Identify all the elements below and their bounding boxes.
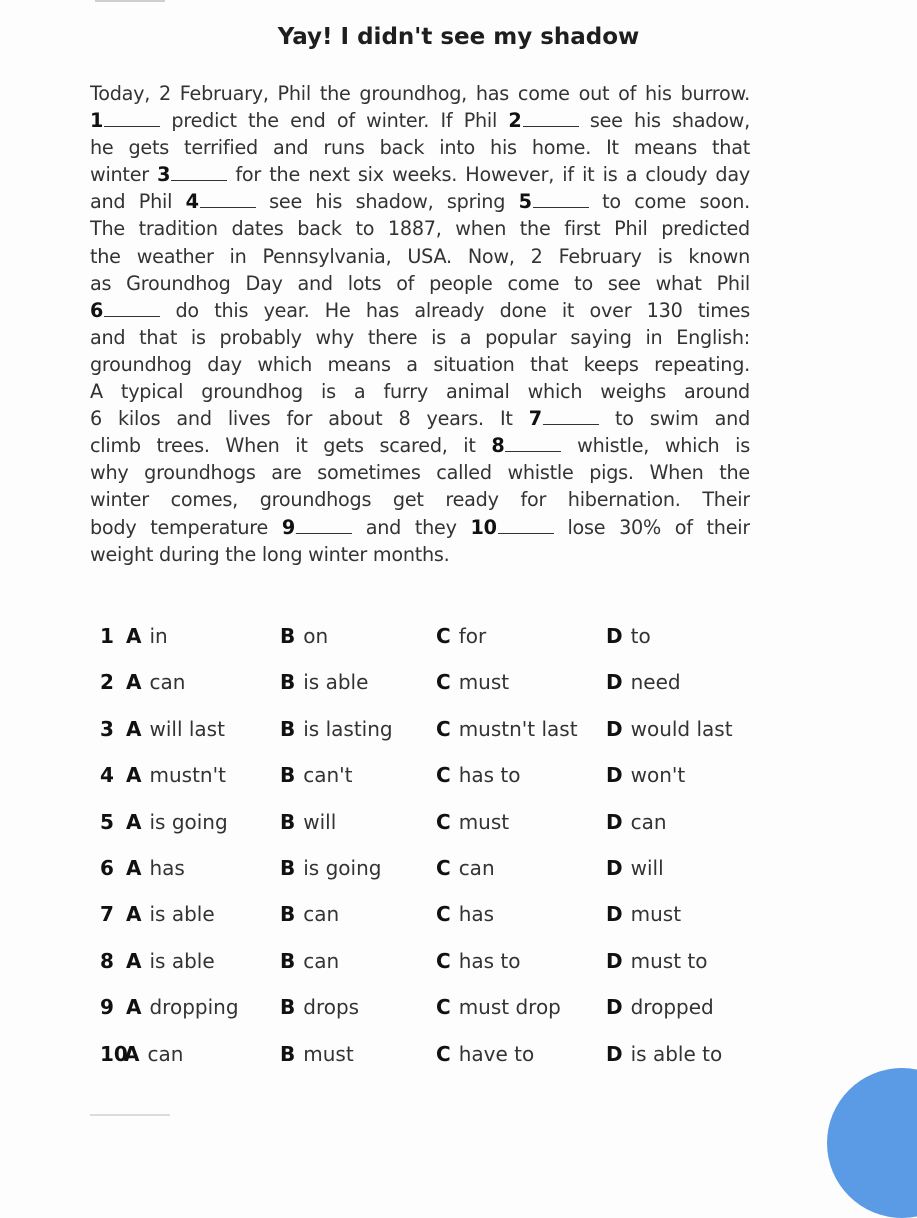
passage-text: winter comes, groundhogs get ready for hibernation. Their [90,488,750,512]
option-c[interactable] [436,856,495,880]
option-c[interactable] [436,902,494,926]
option-letter: B [280,902,296,927]
passage-text: 6 kilos and lives for about 8 years. It [90,407,529,431]
passage-text: groundhog day which means a situation that keeps repeating. [90,352,750,376]
passage-line [90,514,750,541]
option-text: mustn't [149,763,226,788]
option-letter: B [280,670,296,695]
option-row [100,995,800,1025]
option-row [100,763,800,793]
gap-number: 7 [528,407,542,431]
question-number: 1 [100,624,114,648]
option-c[interactable] [436,1042,534,1066]
passage-line [90,432,750,459]
option-b[interactable] [280,949,339,973]
option-text: must [303,1041,354,1066]
gap-number: 10 [470,515,497,539]
option-text: has [458,902,495,927]
option-letter: C [436,902,451,927]
passage [90,80,750,568]
option-a[interactable] [126,763,226,787]
option-d[interactable] [606,810,667,834]
option-c[interactable] [436,763,520,787]
question-number: 2 [100,670,114,695]
option-b[interactable] [280,624,328,648]
option-d[interactable] [606,717,733,741]
option-c[interactable] [436,717,578,741]
option-letter: D [606,948,623,973]
passage-line [90,270,750,297]
passage-line [90,351,750,378]
option-letter: D [606,995,623,1020]
question-number: 8 [100,948,114,973]
passage-text: see his shadow, [578,109,750,133]
option-a[interactable] [126,856,185,880]
option-c[interactable] [436,995,561,1019]
option-text: must [458,670,510,695]
passage-text: and Phil [90,190,186,214]
option-row [100,902,800,932]
gap-number: 3 [157,163,171,187]
option-text: has to [458,763,521,788]
option-text: must to [630,948,708,973]
passage-text: and they [351,515,471,539]
option-text: mustn't last [458,716,578,741]
option-text: won't [630,763,686,788]
option-c[interactable] [436,810,509,834]
option-a[interactable] [126,995,239,1019]
passage-line [90,215,750,242]
option-b[interactable] [280,763,353,787]
passage-text: as Groundhog Day and lots of people come to see what Phil [90,271,750,295]
question-number: 6 [100,856,114,880]
option-d[interactable] [606,624,651,648]
option-letter: C [436,763,451,788]
question-number: 9 [100,995,114,1020]
option-letter: C [436,716,451,741]
option-letter: C [436,948,451,973]
option-letter: B [280,1041,296,1066]
answer-blank[interactable] [104,301,160,317]
option-b[interactable] [280,995,359,1019]
option-letter: A [126,948,142,973]
option-a[interactable] [126,624,168,648]
option-letter: A [126,716,142,741]
top-divider [95,0,165,2]
passage-line [90,243,750,270]
option-row [100,624,800,654]
option-letter: C [436,809,451,834]
option-letter: C [436,1041,451,1066]
option-text: will [630,856,664,880]
option-b[interactable] [280,810,336,834]
question-number: 3 [100,716,114,741]
option-letter: B [280,809,296,834]
option-b[interactable] [280,670,368,694]
option-text: can't [303,763,353,788]
option-letter: A [124,1041,140,1066]
passage-line [90,541,750,568]
option-b[interactable] [280,717,393,741]
option-letter: A [126,624,142,648]
option-letter: D [606,763,623,788]
option-letter: A [126,809,142,834]
page-title: Yay! I didn't see my shadow [277,24,640,50]
option-row [100,717,800,747]
option-text: is going [149,809,228,834]
passage-text: see his shadow, spring [255,190,519,214]
passage-text: The tradition dates back to 1887, when the first Phil predicted [90,217,750,241]
option-text: will last [149,716,225,741]
option-d[interactable] [606,763,685,787]
option-c[interactable] [436,670,509,694]
option-text: have to [458,1041,535,1066]
passage-line [90,459,750,486]
option-letter: A [126,902,142,927]
option-text: must drop [458,995,561,1020]
option-b[interactable] [280,1042,354,1066]
option-row [100,949,800,979]
option-d[interactable] [606,856,664,880]
option-text: can [303,948,340,973]
answer-blank[interactable] [171,165,227,181]
passage-text: Today, 2 February, Phil the groundhog, has come out of his burrow. [90,82,750,105]
floating-action-button[interactable] [827,1068,917,1218]
option-a[interactable] [126,670,185,694]
option-a[interactable] [126,717,225,741]
passage-text: body temperature [90,515,282,539]
gap-number: 9 [281,515,295,539]
passage-text: predict the end of winter. If Phil [160,109,509,133]
option-row [100,1042,800,1072]
option-text: must [458,809,510,834]
option-a[interactable] [126,902,215,926]
option-a[interactable] [126,810,228,834]
option-text: has [149,856,185,880]
option-a[interactable] [124,1042,183,1066]
passage-line [90,324,750,351]
option-text: in [149,624,168,648]
answer-blank[interactable] [523,111,579,127]
option-a[interactable] [126,949,215,973]
passage-text: and that is probably why there is a popular saying in English: [90,325,750,349]
option-row [100,670,800,700]
option-letter: A [126,856,142,880]
passage-line [90,80,750,107]
gap-number: 1 [90,109,104,133]
option-letter: D [606,624,623,648]
option-letter: A [126,995,142,1020]
gap-number: 4 [185,190,199,214]
option-text: is able to [630,1041,723,1066]
option-text: for [458,624,487,648]
question-number: 10 [100,1041,128,1066]
option-text: would last [630,716,733,741]
option-text: need [630,670,681,695]
option-text: can [149,670,186,695]
answer-blank[interactable] [543,409,599,425]
option-text: to [630,624,651,648]
option-row [100,810,800,840]
option-letter: C [436,624,451,648]
option-c[interactable] [436,624,486,648]
answer-blank[interactable] [296,518,352,534]
answer-blank[interactable] [104,111,160,127]
option-row [100,856,800,886]
gap-number: 2 [508,109,522,133]
answer-blank[interactable] [498,518,554,534]
option-text: is going [303,856,382,880]
question-number: 5 [100,809,114,834]
option-text: can [147,1041,184,1066]
option-letter: C [436,995,451,1020]
option-letter: D [606,809,623,834]
passage-text: he gets terrified and runs back into his home. It means that [90,136,750,160]
option-letter: B [280,948,296,973]
passage-text: lose 30% of their [553,515,750,539]
option-d[interactable] [606,949,707,973]
option-letter: D [606,670,623,695]
option-text: drops [303,995,360,1020]
option-letter: C [436,670,451,695]
option-letter: D [606,1041,623,1066]
option-letter: B [280,624,296,648]
option-letter: B [280,856,296,880]
option-letter: D [606,716,623,741]
passage-text: the weather in Pennsylvania, USA. Now, 2 February is known [90,244,750,268]
passage-text: A typical groundhog is a furry animal which weighs around [90,380,750,404]
passage-text: weight during the long winter months. [90,542,450,566]
option-d[interactable] [606,902,681,926]
option-letter: A [126,763,142,788]
bottom-divider [90,1114,170,1116]
option-text: is able [149,902,215,927]
option-letter: B [280,995,296,1020]
answer-blank[interactable] [200,192,256,208]
option-text: is lasting [303,716,393,741]
option-d[interactable] [606,1042,722,1066]
passage-text: why groundhogs are sometimes called whistle pigs. When the [90,461,750,485]
option-letter: C [436,856,451,880]
passage-text: to come soon. [588,190,750,214]
answer-blank[interactable] [533,192,589,208]
option-letter: A [126,670,142,695]
question-number: 7 [100,902,114,927]
option-text: is able [303,670,369,695]
passage-line [90,405,750,432]
passage-line [90,378,750,405]
option-text: will [303,809,337,834]
option-text: dropping [149,995,239,1020]
passage-line [90,297,750,324]
option-text: can [458,856,495,880]
option-d[interactable] [606,995,714,1019]
passage-line [90,161,750,188]
gap-number: 8 [491,434,505,458]
passage-text: for the next six weeks. However, if it is a cloudy day [227,163,750,187]
option-c[interactable] [436,949,520,973]
passage-text: whistle, which is [561,434,750,458]
passage-line [90,486,750,513]
passage-line [90,134,750,161]
option-text: must [630,902,682,927]
option-text: can [630,809,667,834]
option-b[interactable] [280,856,381,880]
option-letter: D [606,856,623,880]
answer-blank[interactable] [505,436,561,452]
option-text: can [303,902,340,927]
passage-text: to swim and [598,407,750,431]
passage-text: winter [90,163,158,187]
question-number: 4 [100,763,114,788]
passage-line [90,188,750,215]
option-letter: B [280,716,296,741]
option-d[interactable] [606,670,681,694]
option-b[interactable] [280,902,339,926]
passage-text: do this year. He has already done it over 130 times [160,298,750,322]
gap-number: 5 [518,190,532,214]
option-text: dropped [630,995,714,1020]
passage-text: climb trees. When it gets scared, it [90,434,492,458]
option-letter: B [280,763,296,788]
option-text: is able [149,948,215,973]
option-letter: D [606,902,623,927]
passage-line [90,107,750,134]
gap-number: 6 [90,298,104,322]
option-text: on [303,624,329,648]
option-text: has to [458,948,521,973]
